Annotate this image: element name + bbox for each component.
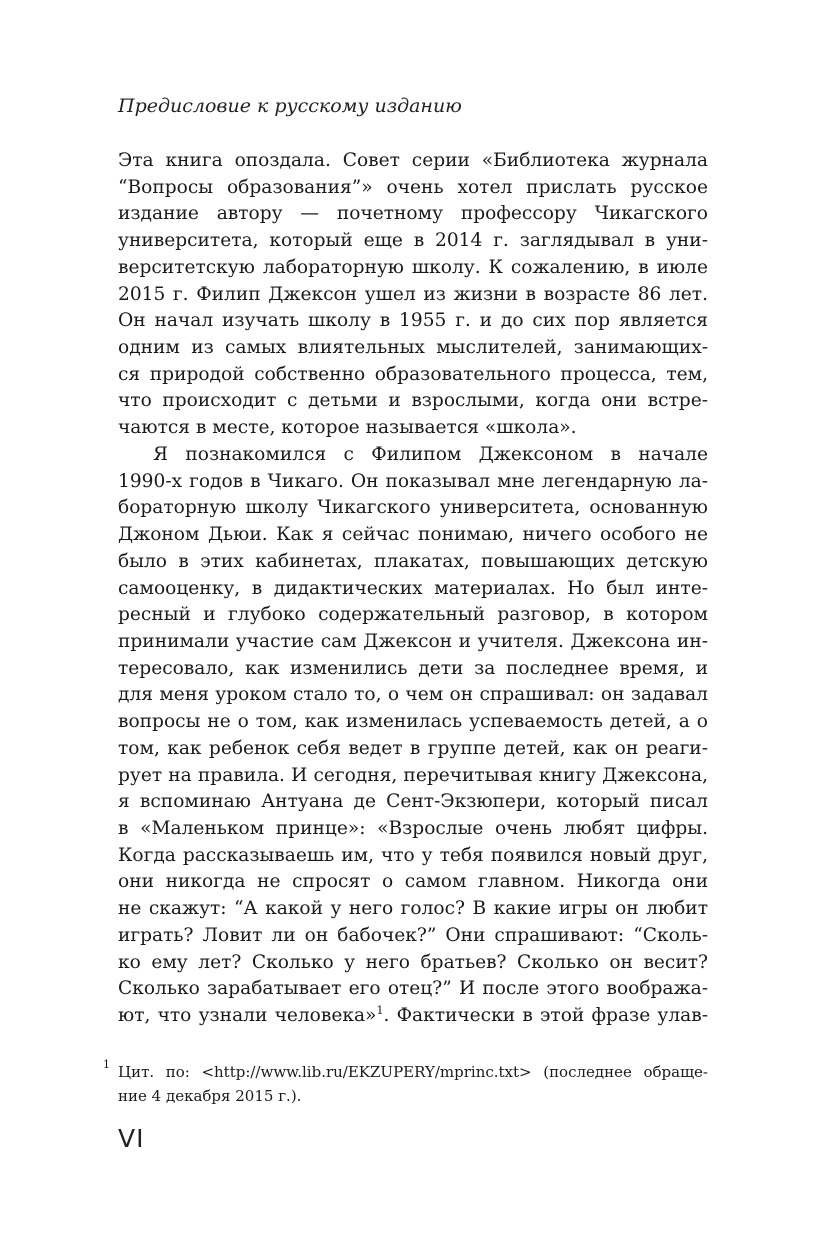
paragraph-line: чаются в месте, которое называется «школа».: [118, 417, 577, 439]
body-text: [118, 148, 708, 1030]
running-head: Предисловие к русскому изданию: [118, 95, 462, 117]
paragraph-line: университета, который еще в 2014 г. заглядывал в уни-: [118, 230, 708, 252]
paragraph-line: в «Маленьком принце»: «Взрослые очень любят цифры.: [118, 817, 708, 839]
paragraph-line: “Вопросы образования”» очень хотел прислать русское: [118, 176, 708, 198]
paragraph-line: рует на правила. И сегодня, перечитывая книгу Джексона,: [118, 764, 708, 786]
paragraph-line: ко ему лет? Сколько у него братьев? Сколько он весит?: [118, 951, 708, 973]
paragraph-line: бораторную школу Чикагского университета, основанную: [118, 497, 708, 519]
footnote: [103, 1058, 708, 1108]
paragraph-line: Я познакомился с Филипом Джексоном в начале: [153, 443, 708, 465]
paragraph-line: издание автору — почетному профессору Чикагского: [118, 203, 708, 225]
paragraph-2: [118, 442, 708, 1030]
paragraph-line: они никогда не спросят о самом главном. Никогда они: [118, 871, 708, 893]
paragraph-line: Эта книга опоздала. Совет серии «Библиотека журнала: [118, 150, 708, 171]
paragraph-line: что происходит с детьми и взрослыми, когда они встре-: [118, 390, 708, 412]
paragraph-line: играть? Ловит ли он бабочек?” Они спрашивают: “Сколь-: [118, 924, 708, 946]
paragraph-line: для меня уроком стало то, о чем он спрашивал: он задавал: [118, 684, 708, 706]
paragraph-line: я вспоминаю Антуана де Сент-Экзюпери, который писал: [118, 791, 708, 813]
paragraph-line: принимали участие сам Джексон и учителя. Джексона ин-: [118, 630, 708, 652]
footnote-line: Цит. по: <http://www.lib.ru/EKZUPERY/mprinc.txt> (последнее обраще-: [118, 1063, 708, 1081]
paragraph-line: том, как ребенок себя ведет в группе детей, как он реаги-: [118, 737, 708, 759]
paragraph-line: 1990-х годов в Чикаго. Он показывал мне легендарную ла-: [118, 470, 708, 492]
footnote-line: ние 4 декабря 2015 г.).: [118, 1087, 302, 1105]
paragraph-line: Джоном Дьюи. Как я сейчас понимаю, ничего особого не: [118, 524, 708, 546]
paragraph-line: вопросы не о том, как изменилась успеваемость детей, а о: [118, 711, 708, 733]
paragraph-line: верситетскую лабораторную школу. К сожалению, в июле: [118, 256, 708, 278]
paragraph-1: [118, 148, 708, 442]
footnote-mark: 1: [103, 1058, 110, 1071]
paragraph-line: Сколько зарабатывает его отец?” И после этого вообража-: [118, 978, 708, 1000]
paragraph-line: было в этих кабинетах, плакатах, повышающих детскую: [118, 550, 708, 572]
paragraph-line: ся природой собственно образовательного процесса, тем,: [118, 363, 708, 385]
footnote-reference[interactable]: 1: [376, 1004, 384, 1017]
paragraph-line: одним из самых влиятельных мыслителей, занимающих-: [118, 337, 708, 359]
paragraph-line: 2015 г. Филип Джексон ушел из жизни в возрасте 86 лет.: [118, 283, 708, 305]
paragraph-line: Он начал изучать школу в 1955 г. и до сих пор является: [118, 310, 708, 332]
page-number: VI: [118, 1124, 145, 1153]
paragraph-line: Когда рассказываешь им, что у тебя появился новый друг,: [118, 844, 708, 866]
paragraph-line: тересовало, как изменились дети за последнее время, и: [118, 657, 708, 679]
paragraph-line: ют, что узнали человека»$^1$. Фактически в этой фразе улав-: [118, 1004, 708, 1026]
paragraph-line: ресный и глубоко содержательный разговор, в котором: [118, 604, 708, 626]
paragraph-line: самооценку, в дидактических материалах. Но был инте-: [118, 577, 708, 599]
paragraph-line: не скажут: “А какой у него голос? В какие игры он любит: [118, 898, 708, 920]
